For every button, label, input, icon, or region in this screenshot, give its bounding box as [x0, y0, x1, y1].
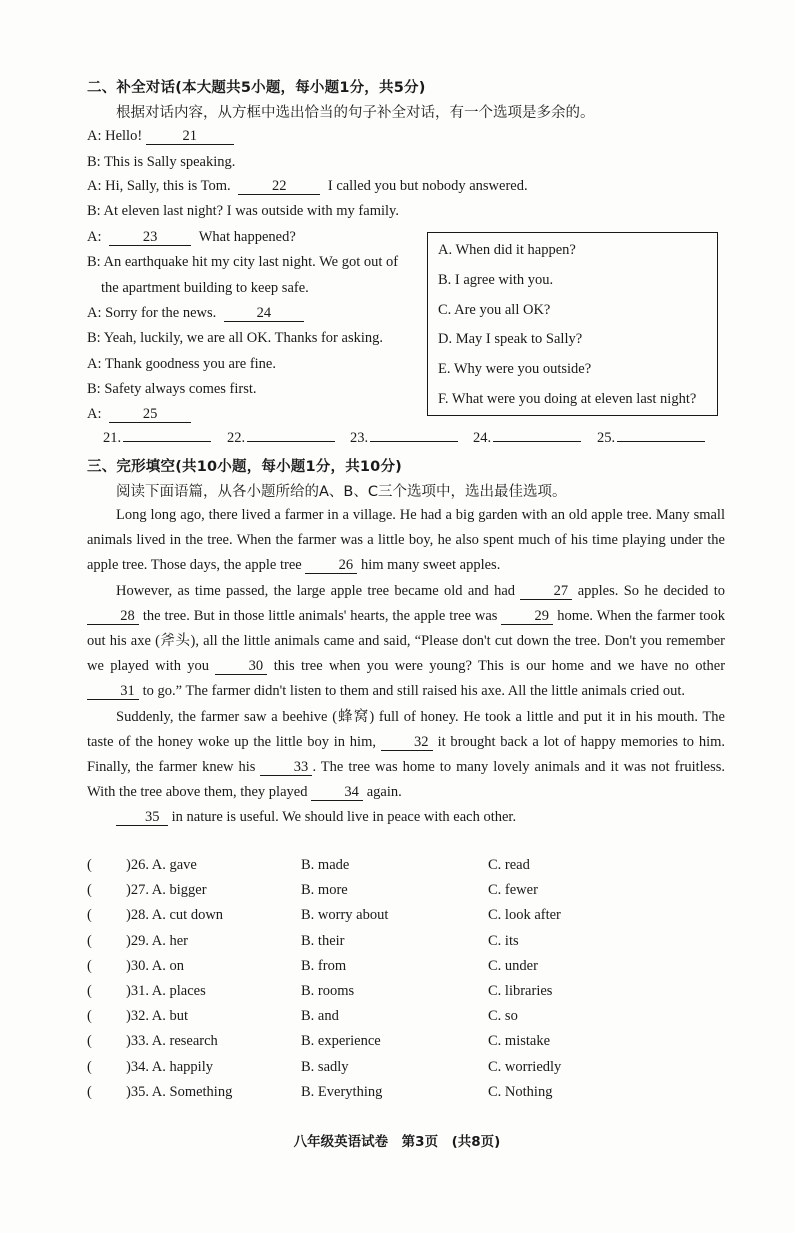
- choice-row: [0, 1008, 794, 1028]
- section-3-instruction: 阅读下面语篇，从各小题所给的A、B、C三个选项中，选出最佳选项。: [116, 484, 567, 500]
- option-a: A. When did it happen?: [438, 242, 576, 258]
- dialogue-line-12: [87, 406, 191, 423]
- dialogue-line-1: [87, 128, 234, 145]
- option-b-label: B. rooms: [301, 983, 355, 999]
- choice-row: [0, 857, 794, 877]
- cloze-passage: [87, 503, 725, 831]
- option-f: F. What were you doing at eleven last night?: [438, 391, 697, 407]
- passage-text: in nature is useful. We should live in peace with each other.: [171, 809, 517, 826]
- answer-bracket[interactable]: (: [87, 907, 92, 924]
- passage-text: . The tree was home to many lovely animals and it was not fruitless. With the tree above them, they played: [87, 759, 726, 801]
- answer-bracket[interactable]: (: [87, 857, 92, 873]
- choice-row: [0, 1059, 794, 1079]
- passage-text: it brought back a lot of happy memories to him. Finally, the farmer knew his: [87, 733, 725, 776]
- blank-34: 34: [311, 785, 363, 801]
- answer-blank[interactable]: [617, 441, 705, 442]
- passage-text: apples. So he decided to: [577, 582, 726, 599]
- option-d: D. May I speak to Sally?: [438, 331, 583, 347]
- blank-33: 33: [260, 760, 312, 776]
- option-c-label: C. mistake: [488, 1033, 551, 1050]
- passage-text: Long long ago, there lived a farmer in a village. He had a big garden with an old apple tree. Many small animals lived in the tree. When the farmer was a little boy, he also spent much of his time playing under the apple tree. Those days, the apple tree: [87, 507, 725, 574]
- option-a-label: )35. A. Something: [126, 1083, 233, 1100]
- choice-row: [0, 983, 794, 1003]
- options-box: [427, 232, 718, 416]
- dialogue-line-5: [87, 229, 296, 246]
- dialogue-text: A:: [87, 406, 102, 422]
- option-a-label: )27. A. bigger: [126, 882, 207, 899]
- option-a-label: )30. A. on: [126, 957, 184, 974]
- blank-32: 32: [381, 735, 433, 751]
- dialogue-text: A:: [87, 229, 102, 245]
- answer-blank[interactable]: [370, 441, 458, 442]
- option-a-label: )33. A. research: [126, 1033, 218, 1050]
- answer-bracket[interactable]: (: [87, 983, 92, 999]
- dialogue-line-8: [87, 305, 304, 322]
- answer-bracket[interactable]: (: [87, 932, 92, 949]
- option-c-label: C. so: [488, 1008, 518, 1025]
- option-c-label: C. read: [488, 857, 530, 873]
- choice-row: [0, 1033, 794, 1053]
- passage-text: home. When the farmer took out his axe (斧头), all the little animals came and said, “Please don't cut down the tree. Don't you remember we played with you: [87, 607, 726, 675]
- option-a-label: )28. A. cut down: [126, 907, 224, 924]
- section-2-instruction: 根据对话内容，从方框中选出恰当的句子补全对话，有一个选项是多余的。: [116, 105, 595, 121]
- dialogue-text: A: Sorry for the news.: [87, 305, 217, 321]
- option-b-label: B. made: [301, 857, 350, 873]
- option-c-label: C. libraries: [488, 983, 553, 999]
- passage-text: him many sweet apples.: [360, 557, 501, 574]
- option-a-label: )32. A. but: [126, 1008, 189, 1025]
- option-a-label: )31. A. places: [126, 983, 206, 999]
- option-b: B. I agree with you.: [438, 272, 554, 288]
- dialogue-text: I called you but nobody answered.: [327, 178, 528, 194]
- passage-text: again.: [366, 784, 402, 801]
- answer-number: 25.: [597, 430, 616, 446]
- option-c-label: C. its: [488, 932, 519, 949]
- answer-bracket[interactable]: (: [87, 957, 92, 974]
- answer-bracket[interactable]: (: [87, 1058, 92, 1075]
- option-c: C. Are you all OK?: [438, 302, 551, 318]
- dialogue-line-3: [87, 178, 528, 195]
- option-c-label: C. Nothing: [488, 1083, 553, 1100]
- section-3-title: 三、完形填空(共10小题，每小题1分，共10分): [87, 459, 402, 475]
- passage-text: Suddenly, the farmer saw a beehive (蜂窝) full of honey. He took a little and put it in his mouth. The taste of the honey woke up the little boy in him,: [87, 708, 725, 750]
- blank-30: 30: [215, 659, 267, 675]
- paragraph-3: [87, 705, 725, 806]
- blank-25: 25: [109, 407, 191, 423]
- dialogue-line-4: B: At eleven last night? I was outside with my family.: [87, 203, 399, 219]
- option-c-label: C. fewer: [488, 882, 538, 899]
- paragraph-2: [87, 579, 725, 705]
- blank-29: 29: [501, 609, 553, 625]
- section-2-title: 二、补全对话(本大题共5小题，每小题1分，共5分): [87, 80, 426, 96]
- answer-number: 23.: [350, 430, 369, 446]
- choice-row: [0, 882, 794, 902]
- blank-27: 27: [520, 584, 572, 600]
- answer-24: [473, 430, 581, 447]
- blank-23: 23: [109, 230, 191, 246]
- option-b-label: B. more: [301, 882, 348, 899]
- answer-23: [350, 430, 458, 447]
- blank-31: 31: [87, 684, 139, 700]
- option-c-label: C. look after: [488, 907, 561, 924]
- option-e: E. Why were you outside?: [438, 361, 592, 377]
- blank-35: 35: [116, 810, 168, 826]
- answer-bracket[interactable]: (: [87, 1083, 92, 1100]
- paragraph-1: [87, 503, 725, 579]
- option-a-label: )29. A. her: [126, 932, 189, 949]
- answer-blank[interactable]: [247, 441, 335, 442]
- dialogue-line-9: B: Yeah, luckily, we are all OK. Thanks for asking.: [87, 330, 383, 346]
- answer-bracket[interactable]: (: [87, 882, 92, 899]
- choice-row: [0, 933, 794, 953]
- answer-22: [227, 430, 335, 447]
- blank-21: 21: [146, 129, 234, 145]
- answer-21: [103, 430, 211, 447]
- option-c-label: C. worriedly: [488, 1058, 562, 1075]
- answer-bracket[interactable]: (: [87, 1008, 92, 1025]
- answer-number: 24.: [473, 430, 492, 446]
- option-b-label: B. their: [301, 932, 345, 949]
- answer-25: [597, 430, 705, 447]
- dialogue-text: What happened?: [198, 229, 296, 245]
- choice-row: [0, 907, 794, 927]
- passage-text: to go.” The farmer didn't listen to them and still raised his axe. All the little animals cried out.: [142, 683, 685, 700]
- dialogue-text: A: Hello!: [87, 128, 143, 144]
- dialogue-line-10: A: Thank goodness you are fine.: [87, 356, 276, 372]
- blank-28: 28: [87, 609, 139, 625]
- option-b-label: B. worry about: [301, 907, 389, 924]
- choice-row: [0, 1084, 794, 1104]
- blank-26: 26: [305, 558, 357, 574]
- answer-number: 21.: [103, 430, 122, 446]
- passage-text: the tree. But in those little animals' hearts, the apple tree was: [142, 607, 498, 624]
- passage-text: this tree when you were young? This is our home and we have no other: [273, 658, 726, 675]
- answer-blank[interactable]: [493, 441, 581, 442]
- option-b-label: B. from: [301, 957, 347, 974]
- answer-blank[interactable]: [123, 441, 211, 442]
- paragraph-4: [87, 805, 725, 830]
- dialogue-line-6: B: An earthquake hit my city last night. We got out of: [87, 254, 399, 270]
- answer-bracket[interactable]: (: [87, 1033, 92, 1050]
- answer-number: 22.: [227, 430, 246, 446]
- blank-24: 24: [224, 306, 304, 322]
- dialogue-line-11: B: Safety always comes first.: [87, 381, 257, 397]
- dialogue-line-2: B: This is Sally speaking.: [87, 154, 236, 170]
- option-a-label: )26. A. gave: [126, 857, 197, 873]
- option-b-label: B. experience: [301, 1033, 381, 1050]
- option-b-label: B. Everything: [301, 1083, 383, 1100]
- choice-row: [0, 958, 794, 978]
- option-b-label: B. sadly: [301, 1058, 349, 1075]
- page-footer: 八年级英语试卷 第3页 (共8页): [293, 1134, 501, 1150]
- blank-22: 22: [238, 179, 320, 195]
- dialogue-line-7: the apartment building to keep safe.: [101, 280, 309, 296]
- dialogue-text: A: Hi, Sally, this is Tom.: [87, 178, 231, 194]
- option-a-label: )34. A. happily: [126, 1058, 213, 1075]
- option-b-label: B. and: [301, 1008, 339, 1025]
- option-c-label: C. under: [488, 957, 538, 974]
- passage-text: However, as time passed, the large apple tree became old and had: [116, 582, 516, 599]
